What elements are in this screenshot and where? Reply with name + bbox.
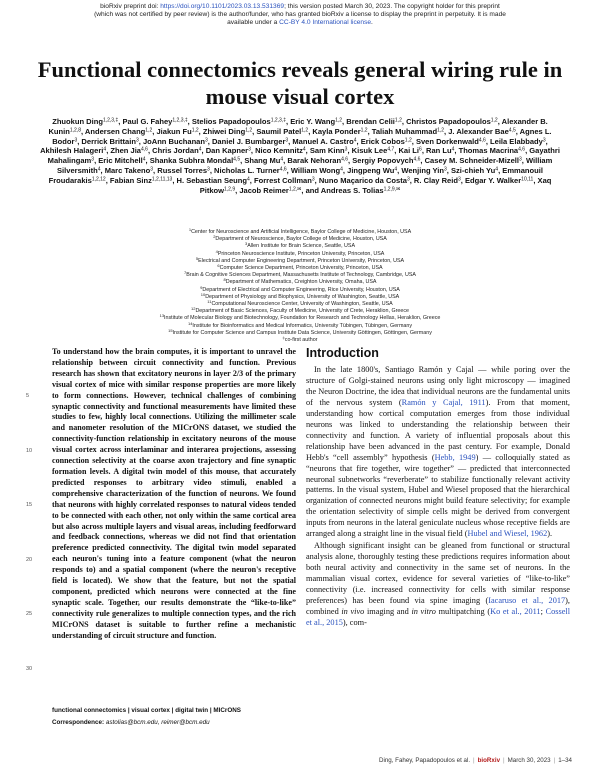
author-affiliation-marker: 4,5 xyxy=(508,127,516,134)
affiliation-number: 10 xyxy=(200,291,206,297)
affiliation-number: 2 xyxy=(213,234,216,240)
author-affiliation-marker: 1,2,12 xyxy=(91,176,106,183)
author-affiliation-marker: 1,2,9 xyxy=(224,186,236,193)
affiliation-text: co-first author xyxy=(284,337,318,344)
author-name: Akhilesh Halageri xyxy=(40,146,104,156)
author-name: Taliah Muhammad xyxy=(371,126,438,136)
affiliation-number: 12 xyxy=(191,306,196,312)
author-name: Agnes L. Bodor xyxy=(52,126,552,146)
author-affiliation-marker: 1,2 xyxy=(301,127,309,134)
author-affiliation-marker: 3 xyxy=(150,166,154,173)
intro-body xyxy=(306,365,570,629)
line-number: 10 xyxy=(26,447,33,454)
author-name: Christos Papadopoulos xyxy=(406,117,491,126)
author-affiliation-marker: 3 xyxy=(248,146,251,153)
affiliation-text: Department of Neuroscience, Baylor College of Medicine, Houston, USA xyxy=(215,236,387,243)
author-name: Eric Mitchell xyxy=(98,156,143,166)
author-affiliation-marker: 4 xyxy=(198,146,202,153)
author-name: Wenjing Yin xyxy=(401,165,444,175)
author-name: Casey M. Schneider-Mizell xyxy=(424,156,519,166)
author-affiliation-marker: 1,2 xyxy=(191,127,199,134)
author-affiliation-marker: 6 xyxy=(419,146,422,153)
author-name: Zhiwei Ding xyxy=(202,126,246,136)
author-name: Jingpeng Wu xyxy=(347,165,395,175)
line-number: 25 xyxy=(26,611,33,617)
affiliation-text: Institute for Bioinformatics and Medical Informatics, University Tübingen, Tübingen, Germany xyxy=(192,322,413,329)
line-number: 5 xyxy=(26,393,30,399)
author-affiliation-marker: 4,5 xyxy=(233,156,241,163)
citation-link[interactable]: Hebb, 1949 xyxy=(434,452,476,462)
author-affiliation-marker: 1,2 xyxy=(394,117,402,124)
author-affiliation-marker: 4 xyxy=(302,146,306,153)
author-name: Stelios Papadopoulos xyxy=(191,117,271,126)
line-number: 30 xyxy=(26,665,33,672)
intro-text-run: ), combined xyxy=(306,596,570,616)
abstract xyxy=(52,347,296,641)
author-affiliation-marker: 4 xyxy=(451,146,455,153)
author-affiliation-marker: 4 xyxy=(394,166,398,173)
author-affiliation-marker: 4 xyxy=(495,166,499,173)
author-name: William Wong xyxy=(290,165,341,175)
author-affiliation-marker: 3 xyxy=(74,137,78,144)
author-name: Jiakun Fu xyxy=(156,126,192,136)
author-affiliation-marker: 3 xyxy=(135,137,139,144)
author-affiliation-marker: 4,6 xyxy=(279,166,287,173)
affiliation-item xyxy=(80,255,520,265)
author-affiliation-marker: 1,2,3,‡ xyxy=(102,117,119,124)
author-affiliation-marker: 3 xyxy=(205,137,208,144)
affiliation-item xyxy=(80,284,520,294)
author-name: Russel Torres xyxy=(157,165,208,175)
citation-link[interactable]: Hubel and Wiesel, 1962 xyxy=(467,529,548,539)
author-name: Dan Kapner xyxy=(205,146,249,156)
affiliation-number: 11 xyxy=(207,299,212,305)
author-affiliation-marker: 1,2 xyxy=(404,137,412,144)
affiliation-text: Department of Mathematics, Creighton University, Omaha, USA xyxy=(225,279,377,286)
affiliation-text: Allen Institute for Brain Science, Seattle, USA xyxy=(247,243,356,250)
affiliation-number: 3 xyxy=(244,241,248,247)
author-affiliation-marker: 1,2,3,‡ xyxy=(270,117,286,124)
author-affiliation-marker: 1,2 xyxy=(245,127,253,134)
author-affiliation-marker: 1,2,8 xyxy=(69,127,81,134)
citation-link[interactable]: Ramón y Cajal, 1911 xyxy=(401,397,486,407)
affiliation-item xyxy=(80,279,520,286)
author-name: Shang Mu xyxy=(244,156,281,166)
affiliation-item xyxy=(80,327,520,337)
author-name: Paul G. Fahey xyxy=(122,117,173,126)
author-name: Sven Dorkenwald xyxy=(415,136,479,146)
affiliation-text: Institute for Computer Science and Campus Institute Data Science, University Göttingen, Göttingen, Germany xyxy=(172,329,432,336)
affiliation-text: Computer Science Department, Princeton University, Princeton, USA xyxy=(219,265,383,272)
affiliation-number: 8 xyxy=(223,277,226,283)
author-affiliation-marker: 1,2,✉ xyxy=(288,186,302,193)
author-affiliation-marker: 1,2,11,13 xyxy=(151,176,173,183)
author-affiliation-marker: 3 xyxy=(91,156,95,163)
affiliation-item xyxy=(80,243,520,250)
author-list: Zhuokun Ding$^{1,2,3,\ddagger}$, Paul G. Fahey$^{1,2,3,\ddagger}$, Stelios Papadopoulos$^{1,2,3,\ddagger}$, Eric Y. Wang$^{1,2}$, Brendan Celii$^{1,2}$, Christos Papadopoulos$^{1,2}$, Alexander B. Kunin$^{1,2,8}$, Andersen Chang$^{1,2}$, Jiakun Fu$^{1,2}$, Zhiwei Ding$^{1,2}$, Saumil Patel$^{1,2}$, Kayla Ponder$^{1,2}$, Taliah Muhammad$^{1,2}$, J. Alexander Bae$^{4,5}$, Agnes L. Bodor$^3$, Derrick Brittain$^3$, JoAnn Buchanan$^3$, Daniel J. Bumbarger$^3$, Manuel A. Castro$^4$, Erick Cobos$^{1,2}$, Sven Dorkenwald$^{4,6}$, Leila Elabbady$^3$, Akhilesh Halageri$^4$, Zhen Jia$^{4,6}$, Chris Jordan$^4$, Dan Kapner$^3$, Nico Kemnitz$^4$, Sam Kinn$^3$, Kisuk Lee$^{4,7}$, Kai Li$^6$, Ran Lu$^4$, Thomas Macrina$^{4,6}$, Gayathri Mahalingam$^3$, Eric Mitchell$^4$, Shanka Subhra Mondal$^{4,5}$, Shang Mu$^4$, Barak Nehoran$^{4,6}$, Sergiy Popovych$^{4,6}$, Casey M. Schneider-Mizell$^3$, William Silversmith$^4$, Marc Takeno$^3$, Russel Torres$^3$, Nicholas L. Turner$^{4,6}$, William Wong$^4$, Jingpeng Wu$^4$, Wenjing Yin$^3$, Szi-chieh Yu$^4$, Emmanouil Froudarakis$^{1,2,12}$, Fabian Sinz$^{1,2,11,13}$, H. Sebastian Seung$^4$, Forrest Collman$^3$, Nuno Maçarico da Costa$^3$, R. Clay Reid$^3$, Edgar Y. Walker$^{10,11}$, Xaq Pitkow$^{1,2,9}$, Jacob Reimer$^{1,2,✉}$, and Andreas S. Tolias$^{1,2,9,✉}$ xyxy=(40,117,560,195)
paper-title: Functional connectomics reveals general wiring rule in mouse visual cortex xyxy=(37,57,563,109)
author-affiliation-marker: 3 xyxy=(518,156,522,163)
author-affiliation-marker: 4 xyxy=(280,156,284,163)
citation-link[interactable]: Iacaruso et al., 2017 xyxy=(488,596,566,606)
author-name: William Silversmith xyxy=(57,156,553,175)
affiliation-number: 1 xyxy=(188,227,192,232)
line-number: 15 xyxy=(26,502,33,508)
affiliation-text: Computational Neuroscience Center, University of Washington, Seattle, USA xyxy=(211,301,393,308)
author-name: Manuel A. Castro xyxy=(292,136,354,146)
author-affiliation-marker: 4 xyxy=(247,176,250,183)
author-affiliation-marker: 4 xyxy=(103,146,107,153)
page-footer: Ding, Fahey, Papadopoulos et al. | bioRxiv | March 30, 2023 | 1–34 xyxy=(379,757,572,764)
author-name: Nicholas L. Turner xyxy=(214,165,280,175)
affiliation-text: Institute of Molecular Biology and Biotechnology, Foundation for Research and Technology Hellas, Heraklion, Greece xyxy=(164,315,441,322)
abstract-text: To understand how the brain computes, it is important to unravel the relationship between circuit connectivity and function. Previous research has shown that excitatory neurons in layer 2/3 of the primary visual cortex of mice with similar response properties are more likely to form connections. However, technical challenges of combining synaptic connectivity and functional measurements have limited these studies to few, highly local connections. Utilizing the millimeter scale and nanometer resolution of the MICrONS dataset, we studied the connectivity-function relationship in excitatory neurons of the mouse visual cortex across interlaminar and interarea projections, assessing connection selectivity at the coarse axon trajectory and fine synaptic formation levels. A digital twin model of this mouse, that accurately predicted responses to arbitrary video stimuli, enabled a comprehensive characterization of the function of neurons. We found that neurons with highly correlated responses to natural videos tended to be connected with each other, not only within the same cortical area but also across multiple layers and visual areas, including feedforward and feedback connections, whereas we did not find that orientation preference predicted connectivity. The digital twin model separated each neuron's tuning into a feature component (what the neuron responds to) and a spatial component (where the neuron's receptive field is located). We show that the feature, but not the spatial component, predicted which neurons were connected at the fine synaptic scale. Together, our results demonstrate the “like-to-like” connectivity rule generalizes to multiple connection types, and the rich MICrONS dataset is suitable to further refine a mechanistic understanding of circuit structure and function. xyxy=(52,347,296,640)
author-affiliation-marker: 1,2 xyxy=(145,127,153,134)
author-affiliation-marker: 1,2,3,‡ xyxy=(172,117,188,124)
affiliation-number: ‡ xyxy=(282,335,285,341)
author-name: Shanka Subhra Mondal xyxy=(149,156,234,166)
author-affiliation-marker: 4,6 xyxy=(478,137,486,144)
intro-paragraph-1 xyxy=(306,365,570,540)
author-name: R. Clay Reid xyxy=(413,175,458,185)
author-name: Eric Y. Wang xyxy=(290,117,336,126)
affiliation-text: Department of Physiology and Biophysics, University of Washington, Seattle, USA xyxy=(205,293,400,300)
intro-text-run: multipatching ( xyxy=(435,606,491,616)
footer-authors: Ding, Fahey, Papadopoulos et al. xyxy=(379,757,471,764)
author-name: Xaq Pitkow xyxy=(199,175,552,195)
line-number: 20 xyxy=(26,556,33,563)
affiliation-text: Electrical and Computer Engineering Department, Princeton University, Princeton, USA xyxy=(198,257,405,264)
affiliation-number: 13 xyxy=(159,313,165,319)
author-name: Zhen Jia xyxy=(110,146,142,156)
intro-text-run: in vitro xyxy=(411,606,436,616)
intro-text-run: ) — colloquially stated as “neurons that fire together, wire together” — predicted that interconnected neuronal subnetworks “reverberate” to stabilize functionally relevant activity patterns. In the visual system, Hubel and Wiesel proposed that the hierarchical organization of connected neurons might build feature selectivity; for example the orientation selectivity of simple cells might be derived from convergent inputs from neurons in the lateral geniculate nucleus whose receptive fields are arranged along a straight line in the visual field ( xyxy=(306,452,570,539)
author-name: H. Sebastian Seung xyxy=(176,175,248,185)
keywords: functional connectomics | visual cortex | digital twin | MICrONS xyxy=(52,707,241,714)
author-affiliation-marker: 10,11 xyxy=(521,176,534,183)
intro-text-run: ), com- xyxy=(342,617,367,627)
doi-link[interactable]: https://doi.org/10.1101/2023.03.13.531369 xyxy=(160,3,285,10)
author-affiliation-marker: 4,7 xyxy=(387,146,395,153)
intro-text-run: In the late 1800's, Santiago Ramón y Cajal — while poring over the structure of Golgi-stained neurons using only light microscopy — imagined the Neuron Doctrine, the idea that individual neurons are the fundamental units of the nervous system ( xyxy=(306,365,570,407)
intro-text-run: imaging and xyxy=(364,606,412,616)
author-name: Emmanouil Froudarakis xyxy=(48,165,543,185)
author-name: Forrest Collman xyxy=(254,175,312,185)
author-name: Nuno Maçarico da Costa xyxy=(318,175,407,185)
intro-text-run: Although significant insight can be gleaned from functional or structural analysis alone, thoroughly testing these predictions requires information about both neural activity and connectivity in the same set of neurons. In the mammalian visual cortex, evidence for several varieties of “like-to-like” connectivity (i.e. increased connectivity for cells with similar response preferences) has been found via spine imaging ( xyxy=(306,541,570,606)
author-name: Gayathri Mahalingam xyxy=(47,146,560,166)
affiliation-number: 15 xyxy=(168,327,173,333)
intro-text-run: ). xyxy=(547,529,553,539)
author-name: Kisuk Lee xyxy=(351,146,388,156)
license-link[interactable]: CC-BY 4.0 International license xyxy=(279,18,372,26)
intro-text-run: ; xyxy=(540,606,546,616)
intro-text-run: ). From that moment, understanding how cortical computation emerges from those individual neurons was linked to understanding the relationship between their connectivity and function. A variety of influential proposals about this relationship have been advanced in the past century. For example, Donald Hebb's “cell assembly” hypothesis ( xyxy=(306,397,570,462)
footer-date: March 30, 2023 xyxy=(507,757,551,764)
author-affiliation-marker: 1,2 xyxy=(335,117,343,124)
affiliation-number: 5 xyxy=(195,255,199,261)
author-name: Brendan Celii xyxy=(346,117,395,126)
author-name: Sergiy Popovych xyxy=(352,156,414,166)
author-affiliation-marker: 1,2 xyxy=(360,127,368,134)
correspondence-emails[interactable]: astolias@bcm.edu, reimer@bcm.edu xyxy=(105,719,210,726)
intro-text-run: in vivo xyxy=(341,606,365,616)
author-name: Chris Jordan xyxy=(152,146,199,156)
author-name: Fabian Sinz xyxy=(109,175,152,185)
banner-line1: bioRxiv preprint doi: xyxy=(100,3,161,10)
citation-link[interactable]: Cossell et al., 2015 xyxy=(306,606,570,627)
author-name: Thomas Macrina xyxy=(458,146,519,156)
affiliation-item xyxy=(80,320,520,330)
affiliation-item xyxy=(80,248,520,258)
author-affiliation-marker: 4,6 xyxy=(341,156,349,163)
author-name: Barak Nehoran xyxy=(287,156,342,166)
author-affiliation-marker: 3 xyxy=(457,176,461,183)
affiliation-number: 14 xyxy=(187,320,193,326)
author-affiliation-marker: 3 xyxy=(311,176,315,183)
author-affiliation-marker: 4 xyxy=(353,137,357,144)
footer-brand: bioRxiv xyxy=(477,757,501,764)
author-name: Kayla Ponder xyxy=(312,126,361,136)
author-affiliation-marker: 4,6 xyxy=(141,146,148,153)
author-affiliation-marker: 3 xyxy=(285,137,289,144)
affiliation-text: Department of Electrical and Computer Engineering, Rice University, Houston, USA xyxy=(202,286,400,293)
author-affiliation-marker: 3 xyxy=(207,166,210,173)
author-affiliation-marker: 3 xyxy=(406,176,410,183)
author-affiliation-marker: 4 xyxy=(97,166,101,173)
affiliation-number: 6 xyxy=(217,263,220,269)
affiliation-number: 7 xyxy=(184,270,187,276)
author-affiliation-marker: 4 xyxy=(340,166,343,173)
author-affiliation-marker: 3 xyxy=(344,146,348,153)
affiliation-item xyxy=(80,315,520,322)
author-name: Jacob Reimer xyxy=(239,185,289,195)
author-affiliation-marker: 1,2,9,✉ xyxy=(383,186,401,193)
author-name: Leila Elabbady xyxy=(490,136,543,146)
banner-line3-post: . xyxy=(371,18,373,26)
affiliation-number: 9 xyxy=(200,284,203,290)
author-name: J. Alexander Bae xyxy=(448,126,509,136)
affiliation-text: Department of Basic Sciences, Faculty of Medicine, University of Crete, Heraklion, Greece xyxy=(195,308,409,315)
author-name: Derrick Brittain xyxy=(81,136,136,146)
footer-pages: 1–34 xyxy=(558,757,572,764)
citation-link[interactable]: Ko et al., 2011 xyxy=(490,606,541,616)
author-affiliation-marker: 4,6 xyxy=(518,146,526,153)
author-name: and Andreas S. Tolias xyxy=(305,185,384,195)
affiliation-item xyxy=(80,291,520,301)
author-name: Erick Cobos xyxy=(360,136,405,146)
author-name: Sam Kinn xyxy=(309,146,345,156)
author-affiliation-marker: 3 xyxy=(443,166,447,173)
author-name: Daniel J. Bumbarger xyxy=(211,136,286,146)
intro-paragraph-2 xyxy=(306,541,570,629)
author-affiliation-marker: 1,2 xyxy=(437,127,445,134)
author-affiliation-marker: 4,6 xyxy=(413,156,421,163)
intro-heading: Introduction xyxy=(306,346,379,360)
author-name: Marc Takeno xyxy=(104,165,151,175)
author-name: Ran Lu xyxy=(426,146,452,156)
affiliation-text: Princeton Neuroscience Institute, Princeton University, Princeton, USA xyxy=(217,250,385,257)
author-name: Kai Li xyxy=(398,146,420,156)
author-affiliation-marker: 3 xyxy=(542,137,546,144)
correspondence-label: Correspondence: xyxy=(52,719,105,726)
author-name: Edgar Y. Walker xyxy=(464,175,522,185)
author-name: Zhuokun Ding xyxy=(52,117,103,126)
author-name: Andersen Chang xyxy=(84,126,146,136)
banner-line3-pre: available under a xyxy=(227,18,278,26)
affiliation-text: Center for Neuroscience and Artificial Intelligence, Baylor College of Medicine, Houston, USA xyxy=(191,229,412,235)
preprint-banner xyxy=(0,3,600,26)
author-affiliation-marker: 4 xyxy=(142,156,146,163)
affiliation-text: Brain & Cognitive Sciences Department, Massachusetts Institute of Technology, Cambridge, USA xyxy=(186,272,416,279)
affiliation-item xyxy=(80,337,520,344)
author-name: Szi-chieh Yu xyxy=(450,165,496,175)
affiliation-list xyxy=(80,229,520,344)
correspondence xyxy=(52,719,296,726)
author-name: Alexander B. Kunin xyxy=(48,117,548,136)
banner-line2: (which was not certified by peer review) is the author/funder, who has granted bioRxiv a license to display the preprint in perpetuity. It is made xyxy=(94,10,506,18)
banner-line1-rest: ; this version posted March 30, 2023. The copyright holder for this preprint xyxy=(284,3,500,10)
affiliation-number: 4 xyxy=(215,248,218,254)
author-name: Saumil Patel xyxy=(256,126,302,136)
author-affiliation-marker: 1,2 xyxy=(490,117,498,124)
author-name: Nico Kemnitz xyxy=(255,146,303,156)
author-name: JoAnn Buchanan xyxy=(142,136,205,146)
